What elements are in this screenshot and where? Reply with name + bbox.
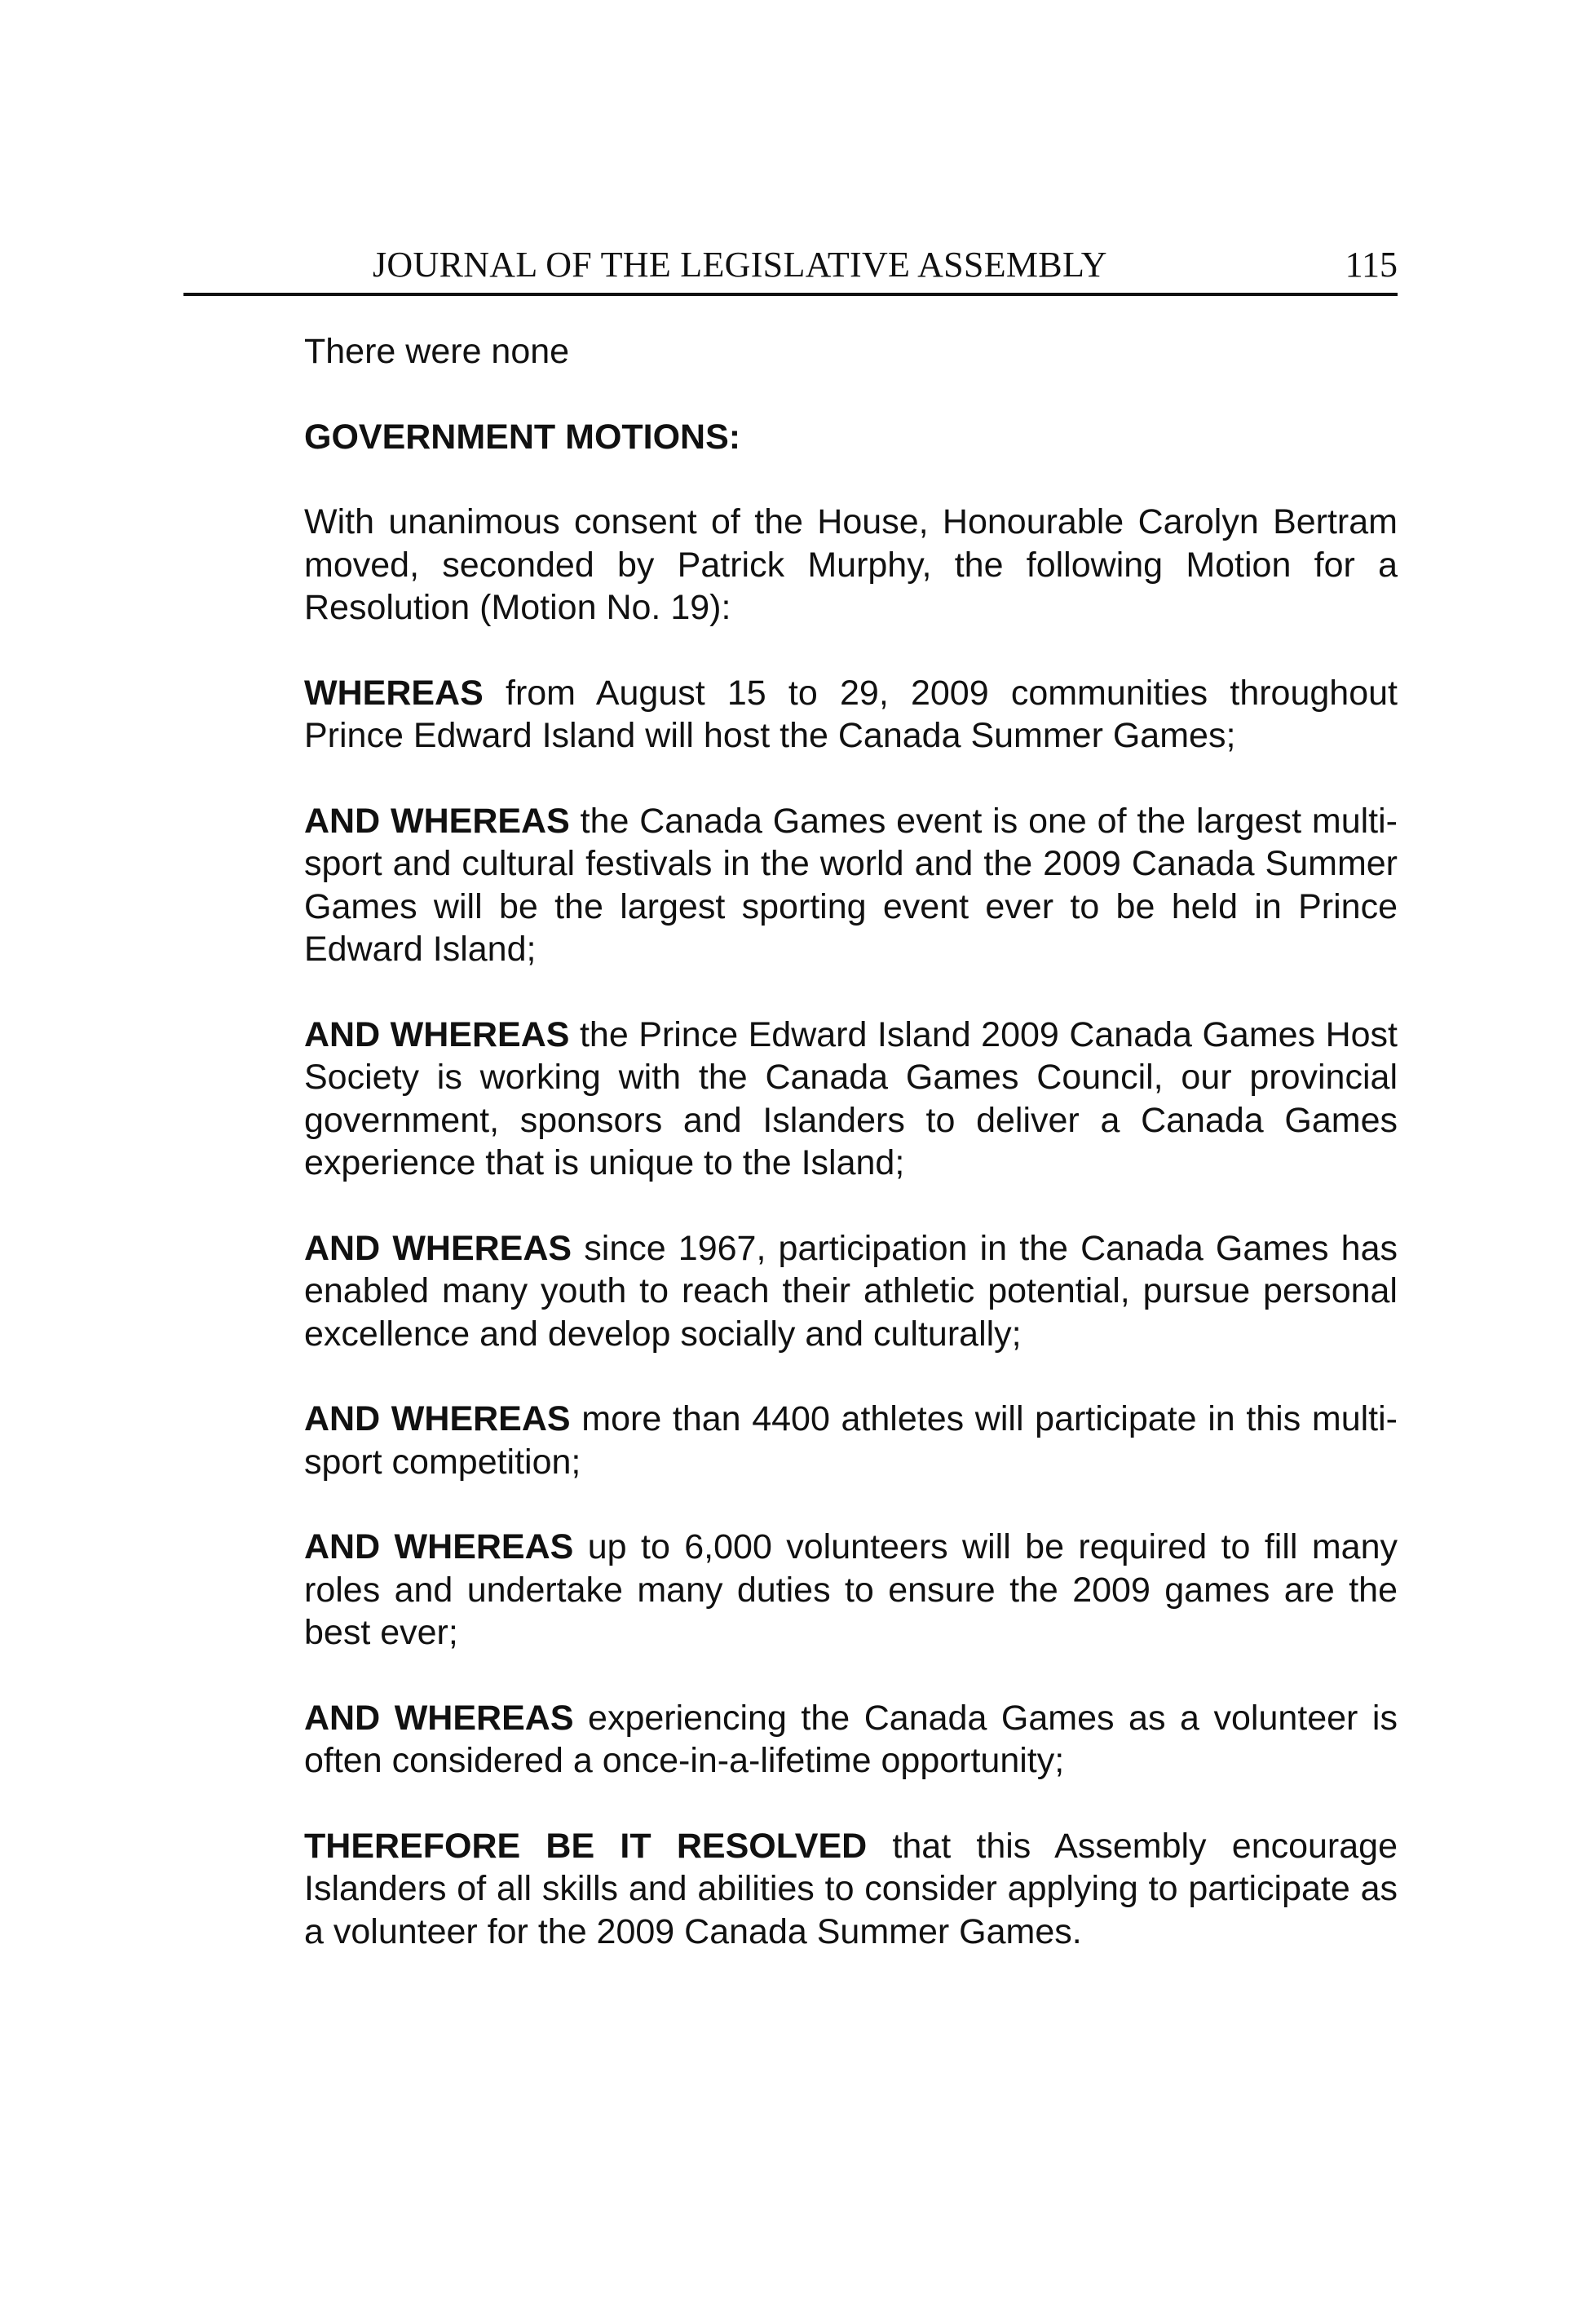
resolution-clause: [304, 800, 1398, 971]
section-heading: GOVERNMENT MOTIONS:: [304, 417, 741, 457]
resolution-clause: [304, 672, 1398, 758]
none-line: There were none: [304, 332, 570, 371]
clause-lead: AND WHEREAS: [304, 801, 570, 841]
resolved-clause: [304, 1825, 1398, 1954]
resolution-clause: [304, 1014, 1398, 1185]
clause-lead: WHEREAS: [304, 673, 484, 713]
resolution-clause: [304, 1398, 1398, 1483]
clause-lead: AND WHEREAS: [304, 1527, 574, 1566]
journal-title: JOURNAL OF THE LEGISLATIVE ASSEMBLY: [373, 245, 1107, 285]
clause-lead: THEREFORE BE IT RESOLVED: [304, 1826, 868, 1866]
page-content: [304, 330, 1398, 1953]
clause-lead: AND WHEREAS: [304, 1399, 571, 1438]
clause-text: since 1967, participation in the Canada Games has enabled many youth to reach their athletic potential, pursue personal excellence and develop socially and culturally;: [304, 1228, 1398, 1354]
clause-lead: AND WHEREAS: [304, 1698, 574, 1738]
clause-text: up to 6,000 volunteers will be required to fill many roles and undertake many duties to ensure the 2009 games are the best ever;: [304, 1527, 1398, 1652]
clause-lead: AND WHEREAS: [304, 1228, 572, 1268]
clause-text: experiencing the Canada Games as a volunteer is often considered a once-in-a-lifetime opportunity;: [304, 1698, 1398, 1780]
clause-text: the Canada Games event is one of the largest multi-sport and cultural festivals in the world and the 2009 Canada Summer Games will be the largest sporting event ever to be held in Prince Edward Island;: [304, 801, 1398, 969]
page-number: 115: [1345, 245, 1398, 285]
clause-lead: AND WHEREAS: [304, 1014, 570, 1054]
clause-text: that this Assembly encourage Islanders of all skills and abilities to consider applying to participate as a volunteer for the 2009 Canada Summer Games.: [304, 1826, 1398, 1951]
resolution-clause: [304, 1227, 1398, 1356]
clause-text: from August 15 to 29, 2009 communities throughout Prince Edward Island will host the Canada Summer Games;: [304, 673, 1398, 755]
resolution-clause: [304, 1526, 1398, 1655]
resolution-clause: [304, 1697, 1398, 1783]
clause-text: the Prince Edward Island 2009 Canada Games Host Society is working with the Canada Games Council, our provincial government, sponsors and Islanders to deliver a Canada Games experience that is unique to the Island;: [304, 1014, 1398, 1182]
clause-text: more than 4400 athletes will participate in this multi-sport competition;: [304, 1399, 1398, 1482]
page-header: [183, 239, 1398, 296]
motion-intro: With unanimous consent of the House, Honourable Carolyn Bertram moved, seconded by Patrick Murphy, the following Motion for a Resolution (Motion No. 19):: [304, 502, 1398, 627]
